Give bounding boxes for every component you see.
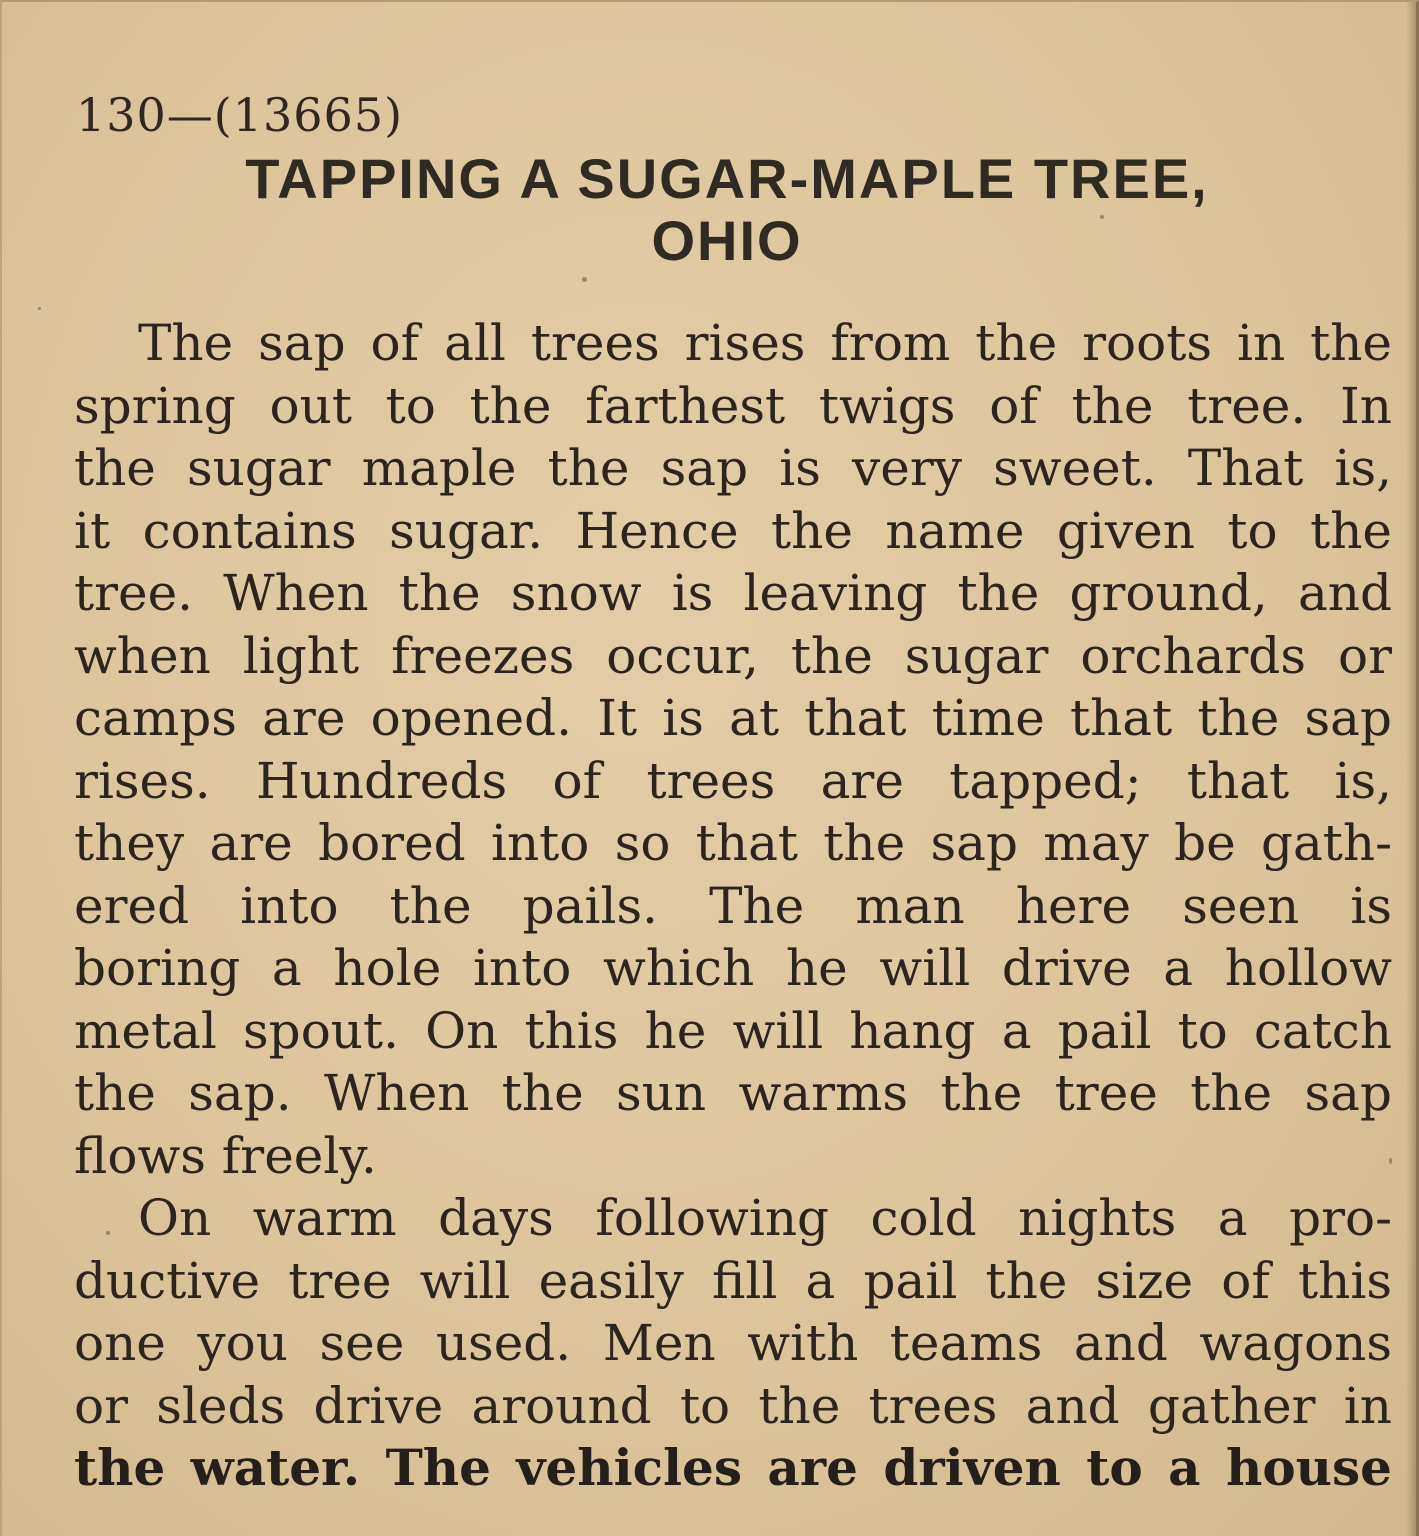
- card-title-line-1: TAPPING A SUGAR-MAPLE TREE,: [245, 147, 1209, 210]
- paragraph-line: the sap. When the sun warms the tree the sap: [74, 1064, 1392, 1122]
- paragraph-line: tree. When the snow is leaving the ground, and: [74, 564, 1392, 622]
- card-title-line-2: OHIO: [651, 209, 803, 272]
- paper-speck: [582, 277, 587, 282]
- paragraph-line: they are bored into so that the sap may be gath-: [74, 814, 1392, 872]
- paragraph-line: when light freezes occur, the sugar orchards or: [74, 626, 1392, 685]
- paragraph-line: or sleds drive around to the trees and gather in: [74, 1376, 1392, 1435]
- paragraph-line: metal spout. On this he will hang a pail to catch: [74, 1001, 1392, 1060]
- paper-speck: [38, 307, 41, 310]
- catalog-number: 130—(13665): [76, 88, 404, 142]
- paragraph-line: rises. Hundreds of trees are tapped; that is,: [74, 751, 1392, 810]
- paragraph-line: the sugar maple the sap is very sweet. That is,: [74, 439, 1392, 497]
- paragraph-2: [74, 1187, 1392, 1500]
- paragraph-line: On warm days following cold nights a pro-: [138, 1189, 1392, 1247]
- paragraph-line: one you see used. Men with teams and wagons: [74, 1314, 1392, 1372]
- paragraph-line: The sap of all trees rises from the roots in the: [138, 314, 1392, 372]
- paper-speck: [1389, 1158, 1392, 1164]
- paragraph-line: it contains sugar. Hence the name given to the: [74, 501, 1392, 560]
- paragraph-line: ductive tree will easily fill a pail the size of this: [74, 1251, 1392, 1310]
- paragraph-line: the water. The vehicles are driven to a house: [74, 1438, 1392, 1497]
- card-edge-shadow: [1406, 2, 1416, 1536]
- paragraph-line: camps are opened. It is at that time that the sap: [74, 689, 1392, 747]
- paper-speck: [1100, 215, 1104, 219]
- paragraph-line: boring a hole into which he will drive a hollow: [74, 939, 1392, 997]
- paragraph-line: ered into the pails. The man here seen is: [74, 876, 1392, 935]
- paragraph-1: [74, 312, 1392, 1187]
- paragraph-line: spring out to the farthest twigs of the tree. In: [74, 376, 1392, 435]
- paragraph-line: flows freely.: [74, 1126, 377, 1185]
- paper-speck: [106, 1231, 110, 1235]
